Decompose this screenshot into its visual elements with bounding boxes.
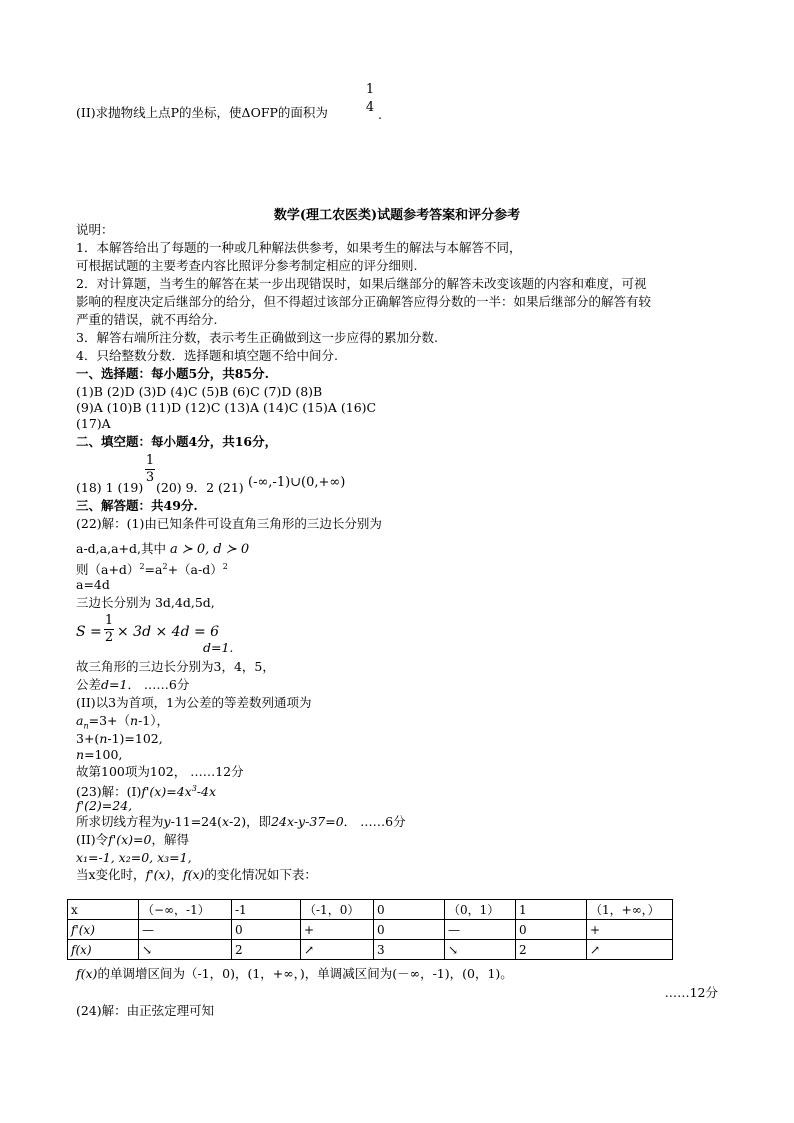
q23-line4-a: (II)令	[76, 832, 109, 847]
q22-line8-c: ． ……6分	[127, 677, 190, 692]
table-cell: （−∞，-1）	[139, 900, 232, 920]
decrease-arrow-icon: ↘	[445, 940, 516, 960]
q22-line10-a: a	[76, 713, 84, 728]
q23-line3-g: ． ……6分	[343, 814, 406, 829]
fraction-denominator: 2	[104, 630, 114, 645]
q23-line3-b: y	[163, 814, 171, 829]
fraction-denominator: 4	[365, 100, 375, 115]
fraction-numerator: 1	[365, 82, 375, 97]
table-cell: 3	[374, 940, 445, 960]
table-cell: 0	[516, 920, 587, 940]
prev-question-text: (II)求抛物线上点P的坐标，使ΔOFP的面积为	[76, 105, 328, 120]
note-2b: 影响的程度决定后继部分的给分，但不得超过该部分正确解答应得分数的一半：如果后继部分的解答有较	[76, 294, 652, 309]
q23-line6	[76, 866, 317, 883]
q22-line9: (II)以3为首项，1为公差的等差数列通项为	[76, 695, 312, 710]
table-cell: f(x)	[68, 940, 139, 960]
q23-conclusion	[76, 965, 513, 982]
table-cell: -1	[232, 900, 301, 920]
note-1a: 1．本解答给出了每题的一种或几种解法供参考，如果考生的解法与本解答不同，	[76, 240, 522, 255]
q22-line3-a: 则（a+d）	[76, 562, 140, 578]
q23-line3-e: -2)，即	[229, 814, 272, 829]
section1-row2: (9)A (10)B (11)D (12)C (13)A (14)C (15)A (16)C	[76, 400, 377, 415]
note-4: 4．只给整数分数．选择题和填空题不给中间分.	[76, 348, 338, 363]
prev-question-line	[76, 104, 328, 121]
q23-line6-d: f(x)	[182, 867, 205, 882]
q23-line1-c: -4x	[196, 784, 217, 800]
section1-row3: (17)A	[76, 416, 111, 431]
q22-line3-sup1: 2	[139, 562, 145, 571]
variation-table	[67, 899, 673, 960]
increase-arrow-icon: ↗	[301, 940, 374, 960]
q22-line5: 三边长分别为 3d,4d,5d,	[76, 595, 215, 610]
prev-question-tail: .	[378, 107, 382, 122]
q23-line3-f: 24x-y-37=0	[271, 814, 344, 829]
q23-line1-b: f'(x)=4x	[141, 784, 192, 800]
q22-line10-sub: n	[83, 721, 89, 731]
section1-row1: (1)B (2)D (3)D (4)C (5)B (6)C (7)D (8)B	[76, 384, 323, 399]
q23-line3	[76, 813, 406, 830]
q22-line2	[76, 540, 249, 558]
table-cell: —	[139, 920, 232, 940]
table-row-f	[68, 940, 673, 960]
table-cell: （0，1）	[445, 900, 516, 920]
fraction-denominator: 3	[145, 470, 155, 485]
q22-line4: a=4d	[76, 577, 110, 592]
table-cell: 0	[374, 920, 445, 940]
note-2c: 严重的错误，就不再给分.	[76, 312, 218, 327]
q24-line1: (24)解：由正弦定理可知	[76, 1003, 215, 1018]
notes-heading: 说明：	[76, 222, 114, 237]
q22-line12-b: =100,	[84, 747, 123, 762]
table-cell: 2	[516, 940, 587, 960]
fraction-numerator: 1	[145, 453, 155, 468]
q22-line3-sup2: 2	[162, 562, 168, 571]
decrease-arrow-icon: ↘	[139, 940, 232, 960]
table-cell: （-1，0）	[301, 900, 374, 920]
q22-line8-a: 公差	[76, 677, 102, 692]
table-cell: —	[445, 920, 516, 940]
q23-line4-c: ，解得	[151, 832, 189, 847]
table-cell: f'(x)	[68, 920, 139, 940]
note-1b: 可根据试题的主要考查内容比照评分参考制定相应的评分细则.	[76, 258, 418, 273]
q23-line6-b: f'(x)	[145, 867, 171, 882]
q22-line11	[76, 730, 163, 747]
table-cell: 2	[232, 940, 301, 960]
q22-line10-d: -1），	[138, 713, 170, 728]
q23-line6-c: ，	[170, 867, 183, 882]
table-cell: 0	[232, 920, 301, 940]
q22-line1: (22)解：(1)由已知条件可设直角三角形的三边长分别为	[76, 516, 382, 531]
q23-conclusion-score: ……12分	[664, 985, 718, 1000]
q22-line6-a: S =	[76, 624, 102, 640]
table-cell: 1	[516, 900, 587, 920]
q23-line3-d: x	[221, 814, 230, 829]
q23-line2: f'(2)=24,	[76, 798, 133, 813]
section2-heading: 二、填空题：每小题4分，共16分，	[76, 434, 278, 449]
q22-line6-c: d=1.	[203, 640, 234, 655]
q23-line4-b: f'(x)=0	[108, 832, 152, 847]
q22-line11-b: n	[99, 731, 108, 746]
q22-half-fraction	[104, 614, 114, 645]
q22-line3-b: =a	[144, 562, 163, 578]
q22-line13: 故第100项为102， ……12分	[76, 764, 244, 779]
q23-line1-a: (23)解：(I)	[76, 784, 142, 800]
q22-line8	[76, 676, 189, 693]
q23-line1-sup: 3	[191, 784, 197, 793]
q22-line3-sup3: 2	[222, 562, 228, 571]
q22-line12-a: n	[76, 747, 85, 762]
answer21: (-∞,-1)∪(0,+∞)	[248, 475, 346, 490]
fraction-numerator: 1	[104, 613, 114, 628]
increase-arrow-icon: ↗	[587, 940, 673, 960]
table-cell: （1，+∞，）	[587, 900, 673, 920]
q23-line4	[76, 831, 189, 848]
q22-line3-c: +（a-d）	[167, 562, 223, 578]
q22-line10-b: =3+（	[88, 713, 131, 728]
q22-line2-text: a-d,a,a+d,其中	[76, 541, 166, 556]
table-cell: +	[301, 920, 374, 940]
table-cell: x	[68, 900, 139, 920]
q23-line5: x₁=-1, x₂=0, x₃=1,	[76, 850, 192, 865]
q22-line11-c: -1)=102,	[107, 731, 163, 746]
q22-condition: a ≻ 0, d ≻ 0	[169, 542, 250, 557]
table-cell: +	[587, 920, 673, 940]
answer19-fraction	[145, 454, 155, 485]
table-cell: 0	[374, 900, 445, 920]
q22-line6-b: × 3d × 4d = 6	[117, 624, 220, 640]
q23-conclusion-a: f(x)	[76, 966, 98, 981]
prev-question-fraction	[364, 83, 376, 115]
q22-line10-c: n	[130, 713, 139, 728]
q23-conclusion-b: 的单调增区间为（-1，0)，(1，+∞，)，单调减区间为(－∞，-1)，(0，1)。	[97, 966, 513, 981]
q23-line3-a: 所求切线方程为	[76, 814, 164, 829]
q23-line6-e: 的变化情况如下表：	[204, 867, 317, 882]
q22-line7: 故三角形的三边长分别为3，4，5，	[76, 659, 275, 674]
q23-line3-c: -11=24(	[170, 814, 222, 829]
section1-heading: 一、选择题：每小题5分，共85分.	[76, 366, 269, 381]
note-3: 3．解答右端所注分数，表示考生正确做到这一步应得的累加分数.	[76, 330, 438, 345]
page-title: 数学(理工农医类)试题参考答案和评分参考	[273, 208, 521, 223]
section2-answers-part2: (20) 9．2 (21)	[156, 480, 244, 495]
q23-line6-a: 当x变化时，	[76, 867, 146, 882]
table-row-x	[68, 900, 673, 920]
q22-line8-b: d=1	[101, 677, 128, 692]
q22-line11-a: 3+(	[76, 731, 100, 746]
section2-answers-part1: (18) 1 (19)	[76, 480, 144, 495]
q22-line12	[76, 746, 122, 763]
table-row-fprime	[68, 920, 673, 940]
note-2a: 2．对计算题，当考生的解答在某一步出现错误时，如果后继部分的解答未改变该题的内容和难度，可视	[76, 276, 647, 291]
section3-heading: 三、解答题：共49分.	[76, 498, 198, 513]
